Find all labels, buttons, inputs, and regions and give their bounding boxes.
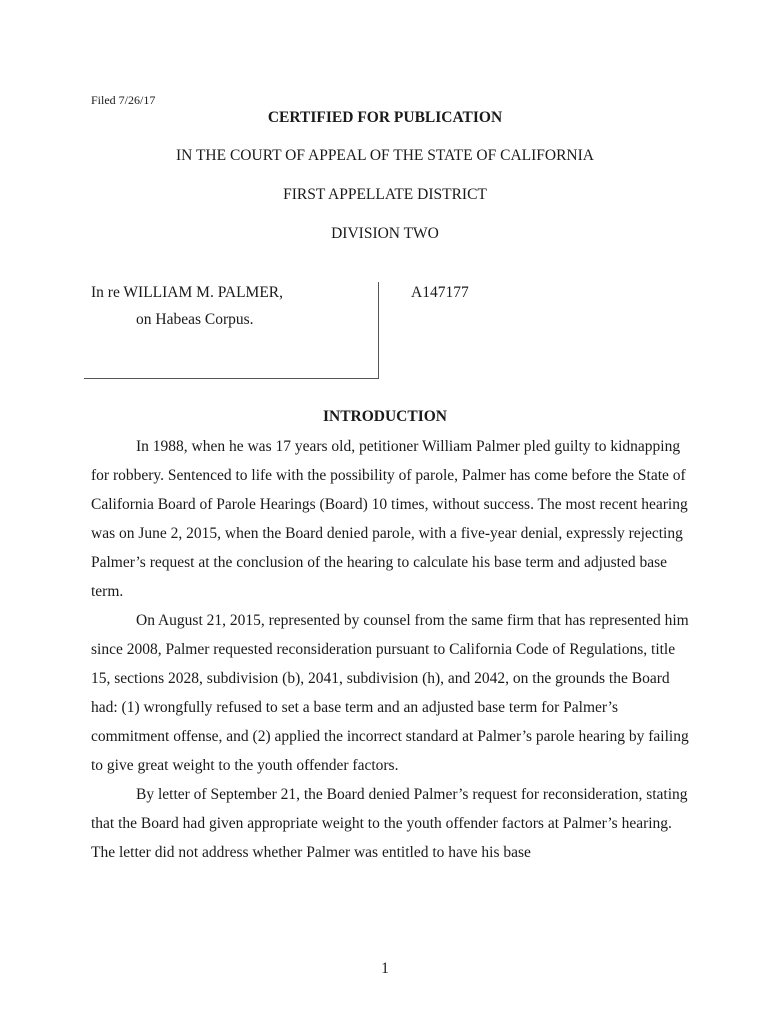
district-name: FIRST APPELLATE DISTRICT	[283, 186, 487, 203]
caption-party-name: In re WILLIAM M. PALMER,	[91, 284, 284, 301]
section-title: INTRODUCTION	[322, 408, 447, 425]
paragraph: On August 21, 2015, represented by counsel from the same firm that has represented him since 2008, Palmer requested reconsideration pursuant to California Code of Regulations, title 15, sections 2028, subdivision (b), 2041, subdivision (h), and 2042, on the grounds the Board had: (1) wrongfully refused to set a base term and an adjusted base term for Palmer’s commitment offense, and (2) applied the incorrect standard at Palmer’s parole hearing by failing to give great weight to the youth offender factors.	[91, 612, 689, 774]
division-name: DIVISION TWO	[331, 225, 439, 242]
page-number: 1	[381, 960, 389, 977]
paragraph: In 1988, when he was 17 years old, petitioner William Palmer pled guilty to kidnapping for robbery. Sentenced to life with the possibility of parole, Palmer has come before the State of California Board of Parole Hearings (Board) 10 times, without success. The most recent hearing was on June 2, 2015, when the Board denied parole, with a five-year denial, expressly rejecting Palmer’s request at the conclusion of the hearing to calculate his base term and adjusted base term.	[91, 438, 688, 600]
paragraph: By letter of September 21, the Board denied Palmer’s request for reconsideration, stating that the Board had given appropriate weight to the youth offender factors at Palmer’s hearing. The letter did not address whether Palmer was entitled to have his base	[91, 786, 688, 861]
certified-heading: CERTIFIED FOR PUBLICATION	[267, 109, 503, 126]
court-name: IN THE COURT OF APPEAL OF THE STATE OF CALIFORNIA	[176, 147, 594, 164]
case-number: A147177	[411, 284, 469, 301]
body-text	[91, 432, 691, 867]
caption-proceeding: on Habeas Corpus.	[136, 311, 254, 328]
filed-date: Filed 7/26/17	[91, 93, 156, 107]
